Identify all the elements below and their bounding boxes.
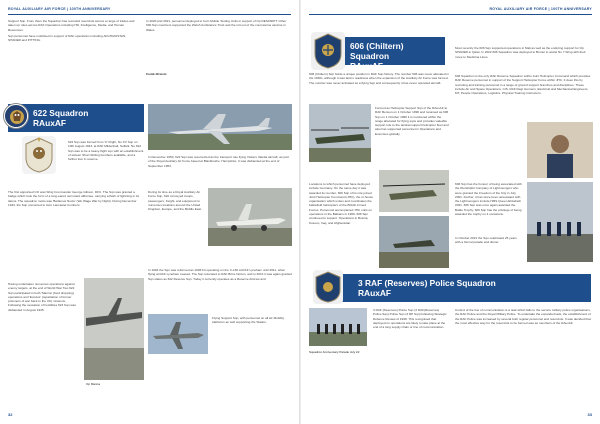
right-page [301, 0, 600, 424]
top-right-text: In 2020 and 2021, personnel deployed to form Mobile Testing Units in support of Op RESCRIPT. Other 600 Sqn members supported the Welsh Ambulance Trust and the roll out of the coronavirus vaccine in Wales. [146, 19, 287, 32]
photo-606-personnel [527, 122, 593, 178]
squadron-3-police-text-2: Control of the line of communication is a task which falls to the service military police organisations, the RAF Police and the Royal Military Police. To undertake the expanded task, the establishment of the RAF Police was increased by several both regular personnel and reservists. It was decided that the most effective way for the reservists to be formed was as members of the RAuxAF. [455, 308, 591, 325]
squadron-3-police-title: 3 RAF (Reserves) Police Squadron [358, 278, 496, 288]
police-photo-caption: Squadron Anniversary Parade July 22 [309, 350, 360, 354]
header-rule [309, 14, 592, 15]
paragraph: Support Sqn. From them the Squadron has recruited reservists across a range of trades and taken up roles across RAF Operations including HR, Intelligence, Media, and Human Resources. [8, 19, 135, 32]
squadron-622-mid-text-3: In 1994 the Sqn was reformed as 1696 Fit operating on the C-130 at RAF Lyneham until 2011, when flying at RAF Lyneham ceased. The Sqn relocated to RAF Brize Norton, and in 2013 it was again granted Sqn status as 622 Reserve Sqn. Today it currently operates as a Reserve Aircrew and [148, 268, 292, 281]
photo-chinook [309, 104, 371, 162]
squadron-606-right-col-3: 606 Sqn has the honour of being associated with the Worshipful Company of Lightmongers who were granted the Freedom of the City in July 2001. Further, it has since been associated with the Lightmongers include HMS Queen Elizabeth 2021. 606 Sqn was once again awarded the Battle Trophy, 606 Sqn has the privilege of being awarded the trophy on 4 occasions. [455, 182, 522, 217]
photo-aircraft-valetta [148, 104, 292, 150]
squadron-622-history: The first appointed CO was Wing Commander George Gibson, DFC. The Sqn was granted a badge which took the form of a long-eared owl rotant affrontee, carrying a flash of lightning in its talons. The squadron motto was 'Bellamus Noctu' (We Wage War by Night). During December 1943, the Sqn converted to Avro Lancaster bombers. [8, 190, 139, 207]
photo-police-parade [309, 308, 367, 346]
squadron-622-intro: 622 Sqn was formed from 'C' Flight, No XV Sqn on 10th August 1943, at RAF Mildenhall, Suffolk. No 622 Sqn was to be a heavy-flight sqn with an establishment of sixteen Short Stirling bombers available, and a further four in reserve. [68, 140, 144, 162]
squadron-606-formed: Formed as Helicopter Support Sqn of the RAuxAF at RAF Benson on 1 October 1996 and renamed as 606 Sqn on 1 October 1996 it is numbered within the range allocated for flying sqns and provides valuable support role to the tactical support helicopter fleet and also has supported personnel in Operations and Exercises globally. [375, 106, 449, 136]
photo-606-parade [527, 182, 593, 262]
squadron-606-locations: Locations to which personnel have deployed include Germany. On the same day it was awarded its number, 606 Sqn of its role joined Joint Helicopter Command (JHC), the in-house organisation which unites and coordinates the battlefield helicopters of the British Armed Forces. Personnel accompanied JHC units on operations in the Balkans in 1999, 606 Sqn continued to support. Operations in Bosnia, Kosovo, Iraq, and Afghanistan. [309, 182, 374, 225]
op-manna-caption: Op Manna [86, 382, 101, 386]
top-photo-caption: Covid-19 tests [146, 72, 167, 76]
squadron-622-subtitle: RAuxAF [33, 118, 67, 128]
page-number-right: 33 [587, 412, 592, 417]
header-rule [8, 14, 291, 15]
squadron-622-mid-text-2: During its time as a Royal Auxiliary Air Force Sqn, 622 conveyed troops, passengers, freight, and equipment to numerous locations around the United Kingdom, Europe, and the Middle East. [148, 190, 202, 212]
page-number-left: 32 [8, 412, 13, 417]
top-left-text [8, 19, 136, 69]
squadron-606-crest-icon [311, 32, 345, 70]
squadron-606-right-col-2: 606 Squadron is the only RAF Reserve Squadron within Joint Helicopter Command which provides RAF Reserve personnel in support of the Support Helicopter Force within JHC. It does this by recruiting and training personnel in a range of ground support branches and disciplines. These include Air and Space Operations, CIS, RAF Regt Gunners, Electrical and Mechanical Engineers, MT, People Operations, Logistics, Physical Training Instructors. [455, 74, 591, 96]
squadron-622-title: 622 Squadron [33, 108, 89, 118]
running-head-left: ROYAL AUXILIARY AIR FORCE | 100TH ANNIVERSARY [8, 7, 111, 11]
photo-valetta-ground [208, 188, 292, 246]
running-head-right: ROYAL AUXILIARY AIR FORCE | 100TH ANNIVERSARY [489, 7, 592, 11]
squadron-606-intro: 606 (Chiltern) Sqn holds a unique position in RAF Sqn history. The number 606 was never allocated in the 1930s, although it was laid in readiness when the expansion of the Auxiliary Air Force was formed. The number was never activated as a flying Sqn and consequently it has never operated aircraft. [309, 72, 449, 85]
squadron-3-police-text-1: 3 RAF (Reserves) Police Sqn (3 RAF(Reserves) Police Sqn) Police Sqn (3 RP Sqn) following Strategic Defence Review of 1998. This recognised that deployed on operations are likely to take place at the end of a long supply chain or line of communication. [373, 308, 447, 330]
squadron-622-mid-text-1: In December 1950, 622 Sqn was resurrected as the transport role flying Vickers Valetta aircraft, as part of the Royal Auxiliary Air Force based at Blackbushe, Hampshire. It was disbanded at the end of September 1953. [148, 155, 289, 168]
squadron-622-mid-text-3b: Flying Support Sqn, with personnel on all Air Mobility platforms as well supporting the Station. [212, 316, 285, 325]
photo-puma-helicopter [379, 170, 449, 212]
squadron-3-police-subtitle: RAuxAF [358, 288, 392, 298]
left-page [0, 0, 299, 424]
squadron-622-banner [8, 104, 144, 132]
squadron-606-subtitle: RAuxAF [350, 61, 384, 71]
squadron-3-police-banner [333, 274, 591, 302]
photo-op-manna [84, 278, 144, 380]
squadron-622-operations: Having undertaken numerous operations against enemy targets, at the end of World War Two 622 Sqn participated in both 'Manna' (food dropping) operations and 'Exodus' (repatriation of former prisoners of war back to the UK) missions. Following the cessation of hostilities 622 Sqn was disbanded in August 1945. [8, 282, 76, 312]
photo-helicopter-landing [379, 216, 449, 268]
squadron-606-right-col-4: In October 2021 the Sqn celebrated 25 years with a formal parade and dinner. [455, 236, 517, 245]
squadron-622-crest-icon [4, 104, 28, 128]
photo-c130 [148, 314, 208, 354]
squadron-606-title: 606 (Chiltern) Squadron [350, 41, 404, 61]
paragraph: Sqn personnel have mobilised in support of RAF operations including AFGHANISTAN, SHADER and PITTING. [8, 33, 127, 43]
squadron-606-right-col-1: Most recently the 606 Sqn supported operations in Mali as well as the enduring support for Op SHADER in Qatar. In 2022 606 Squadron was deployed to Brunei to assist No 7 Wing with their move to Medicina Lines. [455, 46, 586, 59]
squadron-622-owl-badge-icon [22, 136, 56, 174]
squadron-3-police-crest-icon [313, 270, 343, 304]
